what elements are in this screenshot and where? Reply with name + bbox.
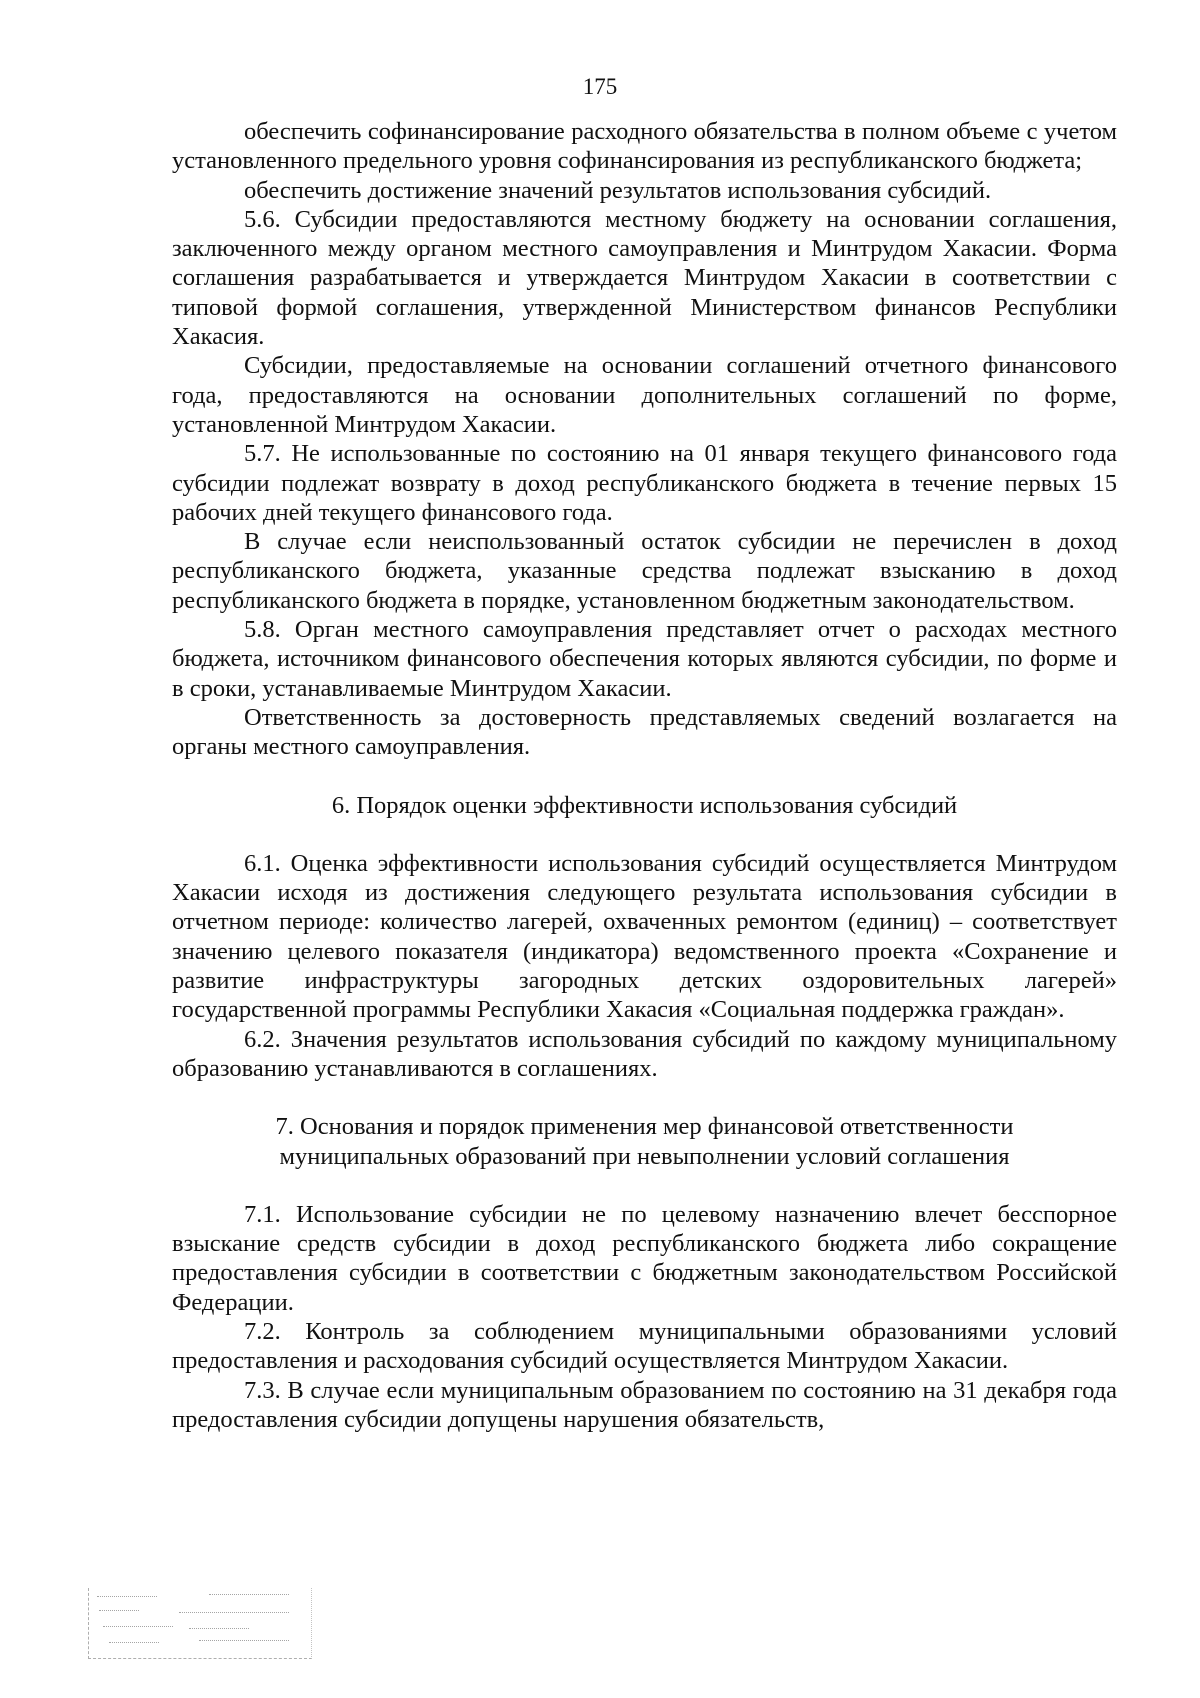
paragraph: обеспечить софинансирование расходного обязательства в полном объеме с учетом установленного предельного уровня софинансирования из республиканского бюджета; <box>172 118 1117 175</box>
paragraph: Ответственность за достоверность представляемых сведений возлагается на органы местного самоуправления. <box>172 703 1117 761</box>
paragraph: Субсидии, предоставляемые на основании соглашений отчетного финансового года, предоставляются на основании дополнительных соглашений по форме, установленной Минтрудом Хакасии. <box>172 352 1117 438</box>
document-body <box>172 117 1117 1434</box>
paragraph-6-2: 6.2. Значения результатов использования субсидий по каждому муниципальному образованию устанавливаются в соглашениях. <box>172 1025 1117 1082</box>
page-number: 175 <box>582 74 618 99</box>
paragraph-5-8: 5.8. Орган местного самоуправления представляет отчет о расходах местного бюджета, источником финансового обеспечения которых являются субсидии, по форме и в сроки, устанавливаемые Минтрудом Хакасии. <box>172 616 1117 702</box>
paragraph-7-2: 7.2. Контроль за соблюдением муниципальными образованиями условий предоставления и расходования субсидий осуществляется Минтрудом Хакасии. <box>172 1317 1117 1375</box>
section-6-heading: 6. Порядок оценки эффективности использования субсидий <box>331 791 958 819</box>
paragraph-7-1: 7.1. Использование субсидии не по целевому назначению влечет бесспорное взыскание средств субсидии в доход республиканского бюджета либо сокращение предоставления субсидии в соответствии с бюджетным законодательством Российской Федерации. <box>172 1200 1117 1316</box>
paragraph-5-7: 5.7. Не использованные по состоянию на 01 января текущего финансового года субсидии подлежат возврату в доход республиканского бюджета в течение первых 15 рабочих дней текущего финансового года. <box>172 440 1117 526</box>
paragraph-7-3: 7.3. В случае если муниципальным образованием по состоянию на 31 декабря года предоставления субсидии допущены нарушения обязательств, <box>172 1376 1117 1433</box>
paragraph-5-6: 5.6. Субсидии предоставляются местному бюджету на основании соглашения, заключенного между органом местного самоуправления и Минтрудом Хакасии. Форма соглашения разрабатывается и утверждается Минтрудом Хакасии в соответствии с типовой формой соглашения, утвержденной Министерством финансов Республики Хакасия. <box>172 205 1117 351</box>
paragraph: обеспечить достижение значений результатов использования субсидий. <box>244 176 992 204</box>
paragraph: В случае если неиспользованный остаток субсидии не перечислен в доход республиканского бюджета, указанные средства подлежат взысканию в доход республиканского бюджета в порядке, установленном бюджетным законодательством. <box>172 528 1117 614</box>
paragraph-6-1: 6.1. Оценка эффективности использования субсидий осуществляется Минтрудом Хакасии исходя из достижения следующего результата использования субсидии в отчетном периоде: количество лагерей, охваченных ремонтом (единиц) – соответствует значению целевого показателя (индикатора) ведомственного проекта «Сохранение и развитие инфраструктуры загородных детских оздоровительных лагерей» государственной программы Республики Хакасия «Социальная поддержка граждан». <box>172 849 1117 1024</box>
faded-stamp-mark <box>88 1588 312 1659</box>
section-7-heading: 7. Основания и порядок применения мер финансовой ответственности муниципальных образований при невыполнении условий соглашения <box>275 1113 1014 1170</box>
